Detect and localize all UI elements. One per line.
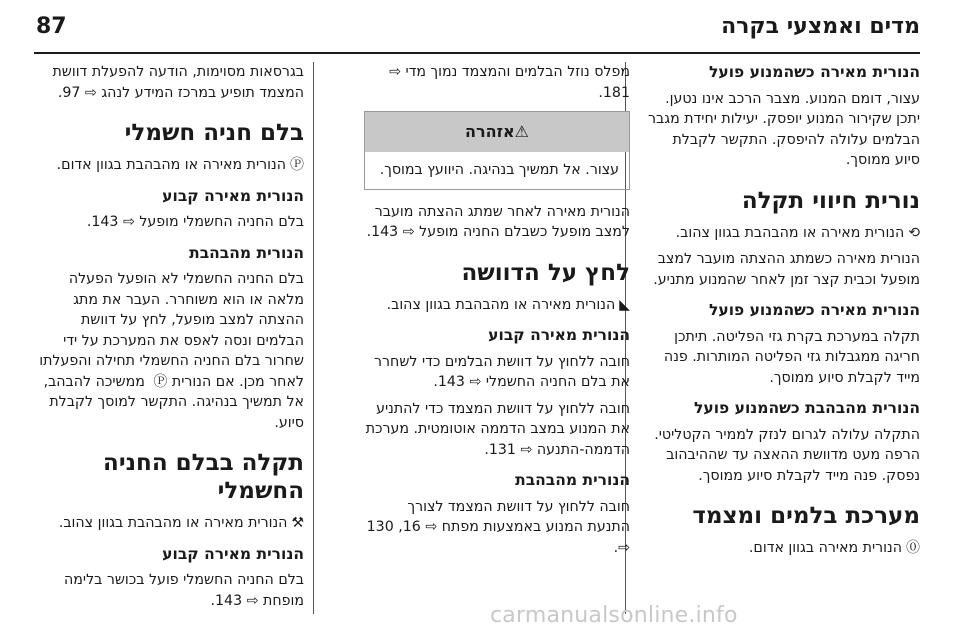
page-header (34, 12, 920, 54)
paragraph: הנורית מאירה כשמתג ההצתה מועבר למצב מופעל וכבית קצר זמן לאחר שהמנוע מתניע. (653, 251, 920, 288)
subheading: הנורית מאירה קבוע (162, 544, 304, 563)
paragraph: חובה ללחוץ על דוושת הבלמים כדי לשחרר את בלם החניה החשמלי ⇨ 143. (374, 353, 630, 390)
paragraph: עצור, דומם המנוע. מצבר הרכב אינו נטען. יתכן שקירור המנוע יופסק. יעילות יחידת מגבר הבלמים עלולה להיפסק. התקשר לקבלת סיוע ממוסך. (648, 90, 920, 168)
paragraph: ◣הנורית מאירה או מהבהבת בגוון צהוב. (364, 295, 630, 316)
paragraph: בגרסאות מסוימות, הודעה להפעלת דוושת המצמד תופיע במרכז המידע לנהג ⇨ 97. (52, 64, 304, 101)
column-middle (364, 62, 630, 564)
subheading: הנורית מהבהבת (515, 471, 630, 489)
paragraph: חובה ללחוץ על דוושת המצמד לצורך התנעת המנוע באמצעות מפתח ⇨ 16, 130 ⇨. (366, 498, 630, 556)
watermark: carmanualsonline.info (490, 603, 738, 628)
subheading: הנורית מאירה כשהמנוע פועל (709, 301, 920, 319)
brake-warning-icon: ⓪ (906, 540, 920, 556)
ref-arrow-icon: ⇨ (246, 592, 259, 609)
paragraph: בלם החניה החשמלי מופעל ⇨ 143. (86, 214, 304, 230)
ref-arrow-icon: ⇨ (389, 64, 401, 80)
section-heading: נורית חיווי תקלה (741, 187, 920, 214)
parking-brake-icon: Ⓟ (290, 157, 304, 173)
check-engine-icon: ⟲ (908, 224, 920, 241)
parking-brake-fault-icon: ⚒ (291, 515, 304, 531)
ref-arrow-icon: ⇨ (425, 519, 438, 535)
parking-brake-icon: Ⓟ (153, 373, 168, 390)
foot-pedal-icon: ◣ (619, 296, 630, 313)
warning-triangle-icon: ⚠ (514, 122, 529, 141)
subheading: הנורית מאירה קבוע (488, 326, 630, 344)
warning-box (364, 111, 630, 190)
subheading: הנורית מהבהבת כשהמנוע פועל (694, 399, 920, 417)
subheading: הנורית מאירה קבוע (162, 186, 304, 205)
ref-arrow-icon: ⇨ (122, 214, 135, 230)
column-right (644, 62, 920, 565)
warning-text: עצור. אל תמשיך בנהיגה. היוועץ במוסך. (379, 162, 619, 178)
subheading: הנורית מאירה כשהמנוע פועל (709, 63, 920, 81)
paragraph: Ⓟהנורית מאירה או מהבהבת בגוון אדום. (34, 155, 304, 176)
paragraph: התקלה עלולה לגרום לנזק לממיר הקטליטי. הרפה מעט מדוושת ההאצה עד שההיבהוב נפסק. פנה מייד לקבלת סיוע ממוסך. (654, 426, 920, 484)
paragraph: תקלה במערכת בקרת גזי הפליטה. תיתכן חריגה ממגבלות גזי הפליטה המותרות. פנה מייד לקבלת סיוע ממוסך. (663, 328, 920, 386)
ref-arrow-icon: ⇨ (402, 224, 415, 240)
column-left (34, 62, 304, 617)
paragraph: הנורית מאירה לאחר שמתג ההצתה מועבר למצב מופעל כשבלם החניה מופעל ⇨ 143. (366, 203, 630, 240)
paragraph: חובה ללחוץ על דוושת המצמד כדי להתניע את המנוע במצב הדממה אוטומטית. מערכת הדממה-התנעה ⇨ 131. (365, 400, 630, 458)
subheading: הנורית מהבהבת (189, 243, 304, 262)
warning-header: ⚠אזהרה (365, 112, 629, 152)
section-heading: מערכת בלמים ומצמד (692, 503, 920, 529)
column-divider (313, 62, 314, 614)
paragraph: ⚒הנורית מאירה או מהבהבת בגוון צהוב. (34, 513, 304, 534)
paragraph: בלם החניה החשמלי פועל בכושר בלימה מופחת ⇨ 143. (64, 572, 304, 609)
ref-arrow-icon: ⇨ (520, 441, 533, 458)
chapter-title: מדים ואמצעי בקרה (721, 14, 920, 39)
ref-arrow-icon: ⇨ (618, 539, 630, 556)
page-number: 87 (36, 14, 67, 39)
section-heading: תקלה בבלם החניה החשמלי (103, 450, 304, 504)
section-heading: לחץ על הדוושה (461, 259, 630, 286)
section-heading: בלם חניה חשמלי (124, 120, 304, 146)
paragraph: בלם החניה החשמלי לא הופעל הפעלה מלאה או הוא משוחרר. העבר את מתג ההצתה למצב מופעל, לחץ על דוושת הבלמים ונסה לאפס את המערכת על ידי שחרור בלם החניה החשמלי תחילה והפעלתו לאחר מכן. אם הנורית Ⓟ ממשיכה להבהב, אל תמשיך בנהיגה. התקשר למוסך לקבלת סיוע. (39, 271, 304, 431)
paragraph: ⟲הנורית מאירה או מהבהבת בגוון צהוב. (644, 223, 920, 244)
paragraph: ⓪הנורית מאירה בגוון אדום. (644, 538, 920, 559)
ref-arrow-icon: ⇨ (469, 374, 482, 390)
ref-arrow-icon: ⇨ (84, 84, 97, 101)
paragraph: מפלס נוזל הבלמים והמצמד נמוך מדי ⇨ 181. (389, 64, 630, 101)
